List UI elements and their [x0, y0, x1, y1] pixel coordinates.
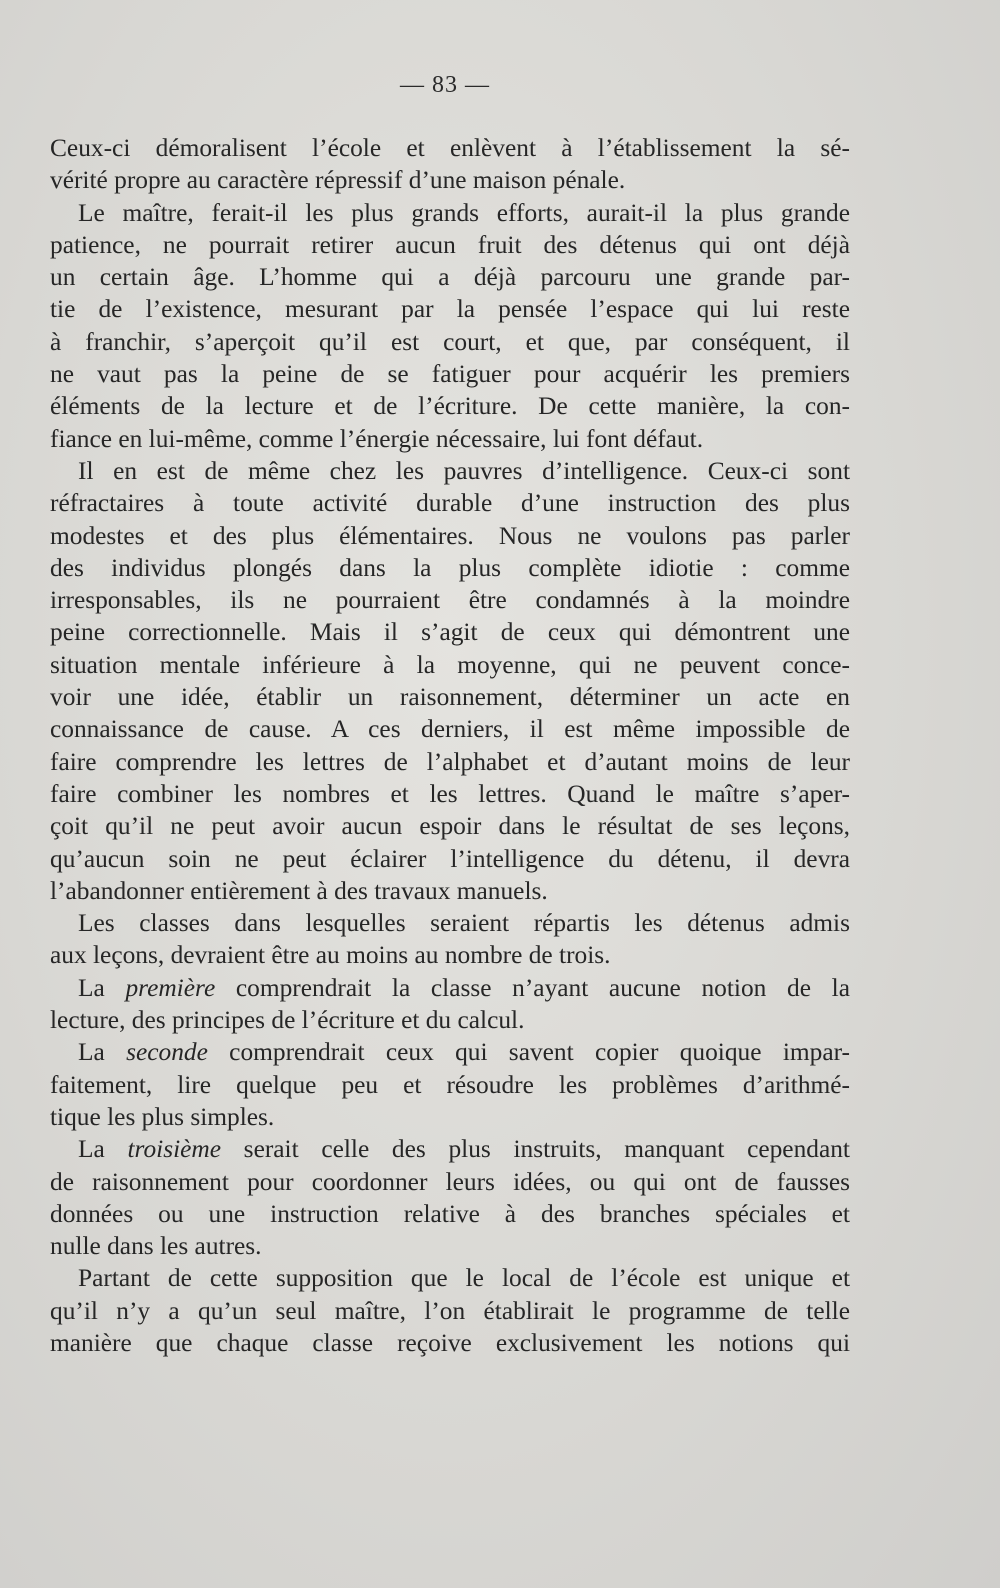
paragraph-7-line-2: de raisonnement pour coordonner leurs idées, ou qui ont de fausses — [50, 1167, 850, 1196]
paragraph-3-line-10: faire comprendre les lettres de l’alphabet et d’autant moins de leur — [50, 747, 850, 776]
paragraph-6-lead: La — [78, 1038, 127, 1067]
paragraph-2-line-2: patience, ne pourrait retirer aucun fruit des détenus qui ont déjà — [50, 230, 850, 259]
paragraph-5-line-1 — [50, 972, 850, 1004]
paragraph-8-line-3: manière que chaque classe reçoive exclusivement les notions qui — [50, 1328, 850, 1357]
paragraph-1-line-1: Ceux-ci démoralisent l’école et enlèvent à l’établissement la sé- — [50, 134, 850, 162]
paragraph-3-line-13: qu’aucun soin ne peut éclairer l’intelligence du détenu, il devra — [50, 844, 850, 873]
paragraph-7-line-1-rest: serait celle des plus instruits, manquant cependant — [221, 1135, 850, 1164]
paragraph-7-lead: La — [78, 1135, 128, 1164]
paragraph-5-lead: La — [78, 973, 126, 1002]
paragraph-6-line-3: tique les plus simples. — [50, 1102, 275, 1131]
page-number: — 83 — — [400, 72, 490, 98]
paragraph-4-line-1: Les classes dans lesquelles seraient répartis les détenus admis — [78, 909, 850, 938]
paragraph-6-line-2: faitement, lire quelque peu et résoudre les problèmes d’arithmé- — [50, 1070, 850, 1099]
paragraph-2-line-7: éléments de la lecture et de l’écriture. De cette manière, la con- — [50, 392, 850, 421]
paragraph-3-line-2: réfractaires à toute activité durable d’une instruction des plus — [50, 489, 850, 518]
paragraph-3-line-3: modestes et des plus élémentaires. Nous ne voulons pas parler — [50, 521, 850, 550]
paragraph-5-line-1-rest: comprendrait la classe n’ayant aucune notion de la — [215, 973, 850, 1002]
paragraph-3-line-6: peine correctionnelle. Mais il s’agit de ceux qui démontrent une — [50, 618, 850, 647]
paragraph-8-line-1: Partant de cette supposition que le local de l’école est unique et — [78, 1264, 850, 1293]
emphasis-premiere: première — [125, 973, 216, 1002]
paragraph-4-line-2: aux leçons, devraient être au moins au nombre de trois. — [50, 941, 611, 970]
paragraph-3-line-5: irresponsables, ils ne pourraient être condamnés à la moindre — [50, 586, 850, 615]
paragraph-7-line-3: données ou une instruction relative à des branches spéciales et — [50, 1199, 850, 1228]
emphasis-seconde: seconde — [126, 1038, 208, 1067]
paragraph-2-line-1: Le maître, ferait-il les plus grands efforts, aurait-il la plus grande — [78, 198, 850, 227]
paragraph-5-line-2: lecture, des principes de l’écriture et du calcul. — [50, 1006, 525, 1035]
paragraph-2-line-8: fiance en lui-même, comme l’énergie nécessaire, lui font défaut. — [50, 424, 704, 453]
paragraph-3-line-14: l’abandonner entièrement à des travaux manuels. — [50, 876, 548, 905]
paragraph-7-line-1 — [50, 1133, 850, 1165]
paragraph-3-line-12: çoit qu’il ne peut avoir aucun espoir dans le résultat de ses leçons, — [50, 812, 850, 841]
paragraph-8-line-2: qu’il n’y a qu’un seul maître, l’on établirait le programme de telle — [50, 1296, 850, 1325]
paragraph-3-line-7: situation mentale inférieure à la moyenne, qui ne peuvent conce- — [50, 650, 850, 679]
paragraph-1-line-2: vérité propre au caractère répressif d’une maison pénale. — [50, 166, 626, 195]
paragraph-2-line-6: ne vaut pas la peine de se fatiguer pour acquérir les premiers — [50, 360, 850, 389]
paragraph-7-line-4: nulle dans les autres. — [50, 1232, 262, 1261]
paragraph-2-line-5: à franchir, s’aperçoit qu’il est court, et que, par conséquent, il — [50, 327, 850, 356]
paragraph-2-line-4: tie de l’existence, mesurant par la pensée l’espace qui lui reste — [50, 295, 850, 324]
paragraph-6-line-1 — [50, 1036, 850, 1068]
paragraph-3-line-11: faire combiner les nombres et les lettres. Quand le maître s’aper- — [50, 779, 850, 808]
paragraph-3-line-8: voir une idée, établir un raisonnement, déterminer un acte en — [50, 683, 850, 712]
paragraph-6-line-1-rest: comprendrait ceux qui savent copier quoique impar- — [207, 1038, 850, 1067]
paragraph-2-line-3: un certain âge. L’homme qui a déjà parcouru une grande par- — [50, 263, 850, 292]
emphasis-troisieme: troisième — [127, 1135, 222, 1164]
paragraph-3-line-1: Il en est de même chez les pauvres d’intelligence. Ceux-ci sont — [78, 456, 850, 485]
paragraph-3-line-4: des individus plongés dans la plus complète idiotie : comme — [50, 553, 850, 582]
body-text — [50, 132, 850, 1359]
paragraph-3-line-9: connaissance de cause. A ces derniers, il est même impossible de — [50, 715, 850, 744]
